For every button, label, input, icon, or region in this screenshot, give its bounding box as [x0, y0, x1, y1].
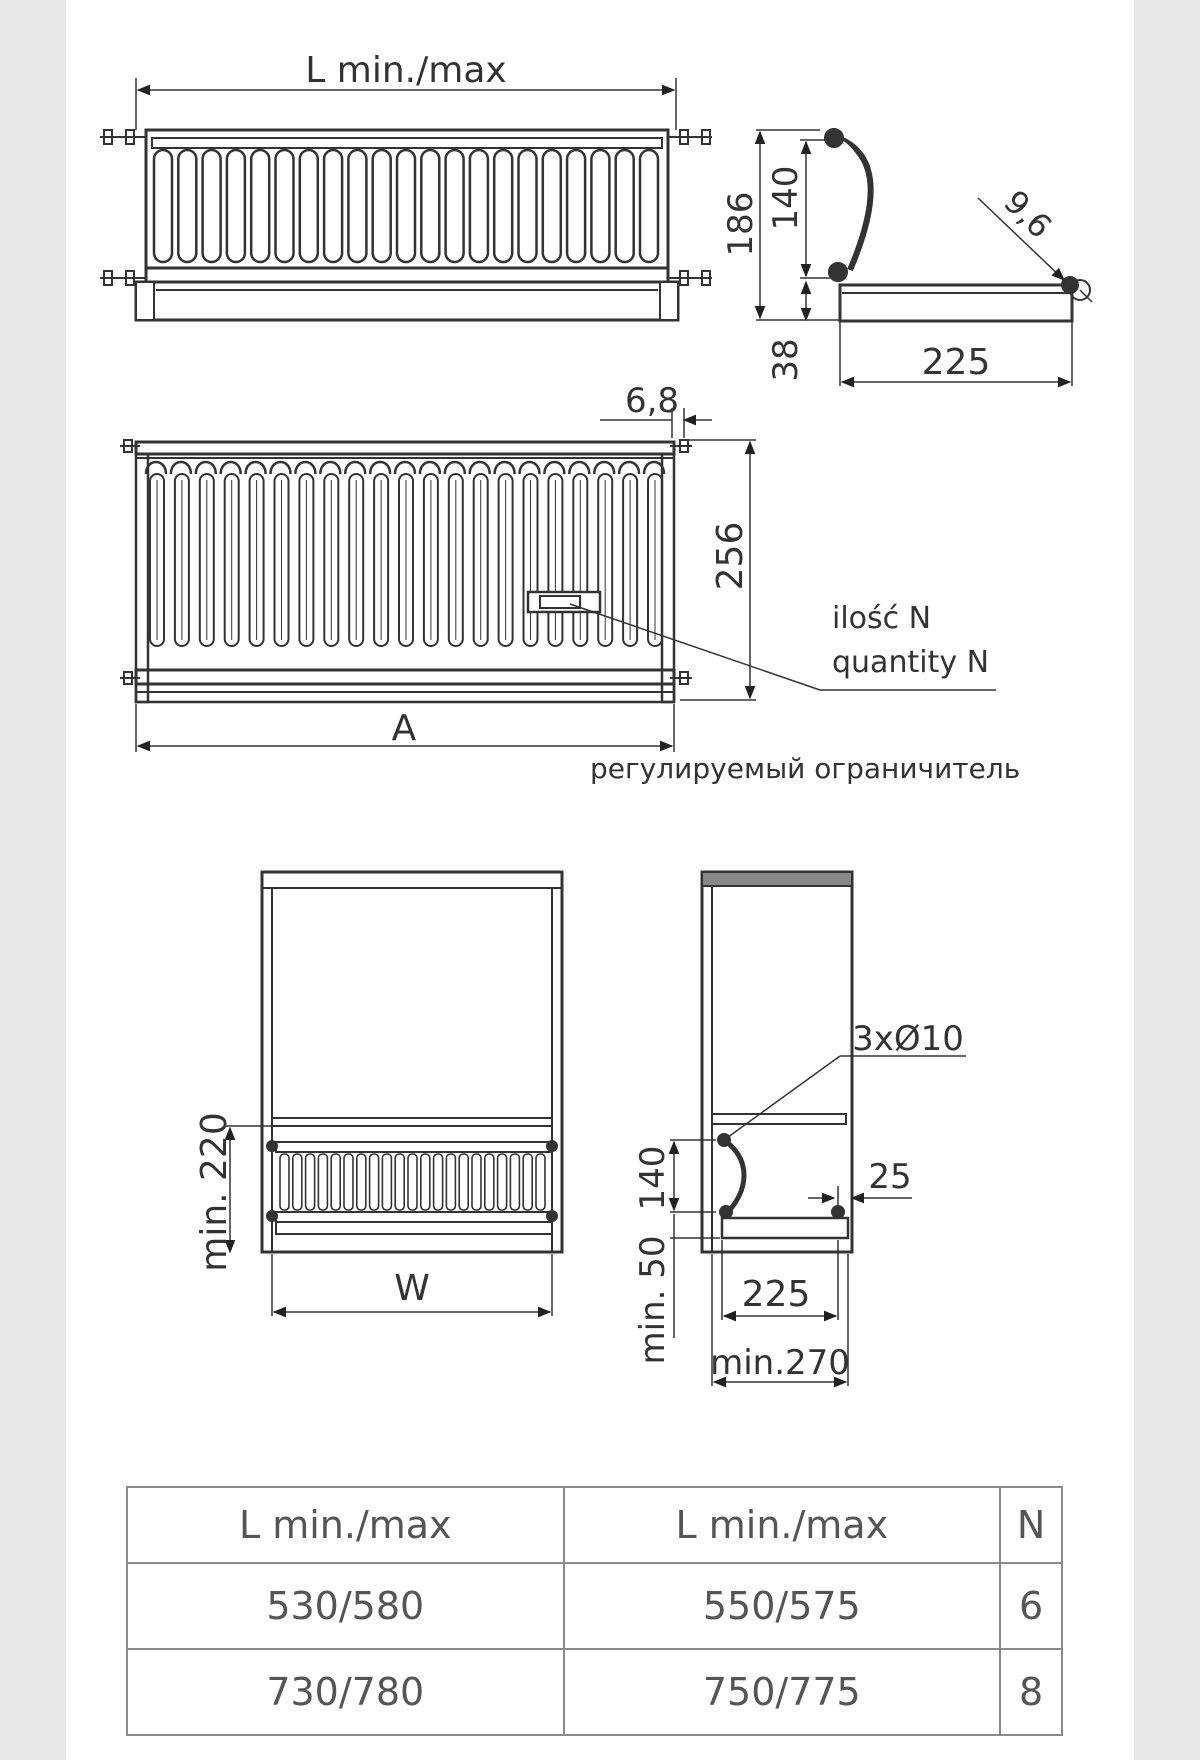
rack-plate-bars [150, 474, 662, 646]
rack-loop [320, 462, 340, 474]
column-header: L min./max [564, 1487, 1001, 1563]
cabinet-bar [523, 1154, 532, 1210]
rack-loop [345, 462, 365, 474]
cabinet-bar [382, 1154, 391, 1210]
spindle [470, 150, 488, 262]
dim-140-cab: 140 [633, 1145, 673, 1211]
rack-loop [295, 462, 315, 474]
spindle [397, 150, 415, 262]
rack-loop [395, 462, 415, 474]
spindle [203, 150, 221, 262]
note-quantity-en: quantity N [832, 645, 990, 680]
spindle [640, 150, 658, 262]
rack-loop [569, 462, 589, 474]
rack-loop [246, 462, 266, 474]
table-cell: 530/580 [127, 1563, 564, 1649]
cabinet-bar [459, 1154, 468, 1210]
spindle [373, 150, 391, 262]
cabinet-bar [536, 1154, 545, 1210]
rack-loop [619, 462, 639, 474]
cabinet-bar [408, 1154, 417, 1210]
dim-186: 186 [721, 191, 761, 257]
spindle [591, 150, 609, 262]
size-table [126, 1486, 1063, 1736]
rack-loop [420, 462, 440, 474]
dim-min-50: min. 50 [633, 1235, 673, 1365]
rack-top-loops [146, 462, 664, 474]
table-row [127, 1563, 1062, 1649]
cabinet-bar [370, 1154, 379, 1210]
spindle [251, 150, 269, 262]
table-header-row [127, 1487, 1062, 1563]
dim-38: 38 [766, 338, 806, 382]
column-header: N [1000, 1487, 1062, 1563]
cabinet-bar [510, 1154, 519, 1210]
rack-loop [495, 462, 515, 474]
rack-loop [594, 462, 614, 474]
dim-3x10-holes: 3xØ10 [852, 1019, 964, 1059]
column-header: L min./max [127, 1487, 564, 1563]
cabinet-bar [293, 1154, 302, 1210]
rack-front-view [120, 408, 996, 752]
rack-loop [196, 462, 216, 474]
cabinet-bar [485, 1154, 494, 1210]
spindle [494, 150, 512, 262]
cabinet-bar [344, 1154, 353, 1210]
note-quantity-pl: ilość N [832, 601, 932, 636]
spindle [567, 150, 585, 262]
spindle [300, 150, 318, 262]
spindle [446, 150, 464, 262]
spindle [616, 150, 634, 262]
dim-140: 140 [766, 165, 806, 231]
spindle [154, 150, 172, 262]
table-cell: 6 [1000, 1563, 1062, 1649]
cabinet-bar [318, 1154, 327, 1210]
rack-loop [370, 462, 390, 474]
cabinet-side-view [670, 872, 966, 1386]
rack-spindles [154, 150, 658, 262]
spindle [519, 150, 537, 262]
dim-225-cab: 225 [741, 1274, 811, 1315]
rack-loop [171, 462, 191, 474]
table-cell: 550/575 [564, 1563, 1001, 1649]
cabinet-bar [472, 1154, 481, 1210]
dim-225: 225 [921, 342, 991, 383]
spindle [543, 150, 561, 262]
dim-min-270: min.270 [710, 1343, 850, 1383]
rack-loop [271, 462, 291, 474]
cabinet-bar [331, 1154, 340, 1210]
cabinet-rack-bars [280, 1154, 545, 1210]
cabinet-bar [498, 1154, 507, 1210]
rack-loop [520, 462, 540, 474]
rack-loop [544, 462, 564, 474]
cabinet-front-view [226, 872, 562, 1316]
dim-6-8: 6,8 [624, 381, 680, 421]
cabinet-bar [434, 1154, 443, 1210]
spindle [178, 150, 196, 262]
rack-top-front-view [100, 78, 712, 320]
dim-W-label: W [394, 1268, 430, 1309]
note-adjustable-limiter: регулируемый ограничитель [590, 752, 1021, 785]
dim-25: 25 [868, 1157, 912, 1197]
rack-loop [445, 462, 465, 474]
table-cell: 8 [1000, 1649, 1062, 1735]
dim-256: 256 [710, 521, 751, 591]
cabinet-bar [395, 1154, 404, 1210]
spindle [421, 150, 439, 262]
dim-min-220: min. 220 [194, 1112, 235, 1272]
cabinet-bar [357, 1154, 366, 1210]
rack-loop [470, 462, 490, 474]
cabinet-bar [421, 1154, 430, 1210]
cabinet-bar [280, 1154, 289, 1210]
cabinet-bar [306, 1154, 315, 1210]
cabinet-bar [446, 1154, 455, 1210]
rack-loop [221, 462, 241, 474]
dim-A-label: A [391, 708, 417, 749]
table-cell: 730/780 [127, 1649, 564, 1735]
dim-9-6: 9,6 [996, 182, 1060, 246]
table-row [127, 1649, 1062, 1735]
table-cell: 750/775 [564, 1649, 1001, 1735]
spindle [348, 150, 366, 262]
dim-L-label: L min./max [305, 50, 507, 91]
spindle [227, 150, 245, 262]
spindle [276, 150, 294, 262]
spindle [324, 150, 342, 262]
